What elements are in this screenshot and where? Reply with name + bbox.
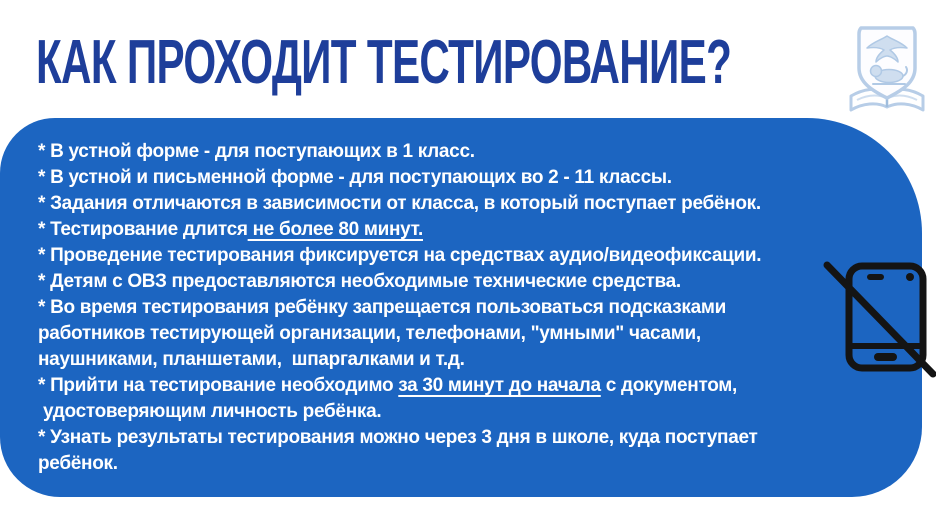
info-panel xyxy=(0,118,922,497)
text-segment: * Во время тестирования ребёнку запрещается пользоваться подсказками xyxy=(38,297,727,318)
school-emblem-logo xyxy=(845,22,929,120)
text-line xyxy=(38,139,902,165)
no-phone-icon xyxy=(822,252,936,380)
text-line xyxy=(38,373,902,399)
text-segment: * Узнать результаты тестирования можно через 3 дня в школе, куда поступает xyxy=(38,427,758,448)
text-line xyxy=(38,321,902,347)
panel-text xyxy=(38,139,902,477)
text-segment: * Прийти на тестирование необходимо xyxy=(38,375,399,396)
shield-eagle-lion-book-icon xyxy=(845,22,929,120)
text-segment: наушниками, планшетами, шпаргалками и т.д. xyxy=(38,349,465,370)
text-segment: * Тестирование длится xyxy=(38,219,248,240)
text-line xyxy=(38,399,902,425)
text-line xyxy=(38,217,902,243)
text-line xyxy=(38,243,902,269)
underlined-text: за 30 минут до начала xyxy=(398,375,601,396)
underlined-text: не более 80 минут. xyxy=(247,219,423,240)
crossed-smartphone-icon xyxy=(822,252,936,380)
text-line xyxy=(38,191,902,217)
text-segment: * Задания отличаются в зависимости от класса, в который поступает ребёнок. xyxy=(38,193,761,214)
text-line xyxy=(38,425,902,451)
text-segment: * Детям с ОВЗ предоставляются необходимые технические средства. xyxy=(38,271,681,292)
text-line xyxy=(38,165,902,191)
text-segment: работников тестирующей организации, телефонами, "умными" часами, xyxy=(38,323,701,344)
text-segment: * В устной форме - для поступающих в 1 класс. xyxy=(38,141,475,162)
text-line xyxy=(38,347,902,373)
text-segment: * В устной и письменной форме - для поступающих во 2 - 11 классы. xyxy=(38,167,672,188)
text-segment: удостоверяющим личность ребёнка. xyxy=(38,401,382,422)
text-segment: ребёнок. xyxy=(38,453,118,474)
text-line xyxy=(38,451,902,477)
text-segment: * Проведение тестирования фиксируется на средствах аудио/видеофиксации. xyxy=(38,245,762,266)
page-title: КАК ПРОХОДИТ ТЕСТИРОВАНИЕ? xyxy=(36,28,732,97)
text-line xyxy=(38,295,902,321)
text-line xyxy=(38,269,902,295)
text-segment: с документом, xyxy=(600,375,738,396)
